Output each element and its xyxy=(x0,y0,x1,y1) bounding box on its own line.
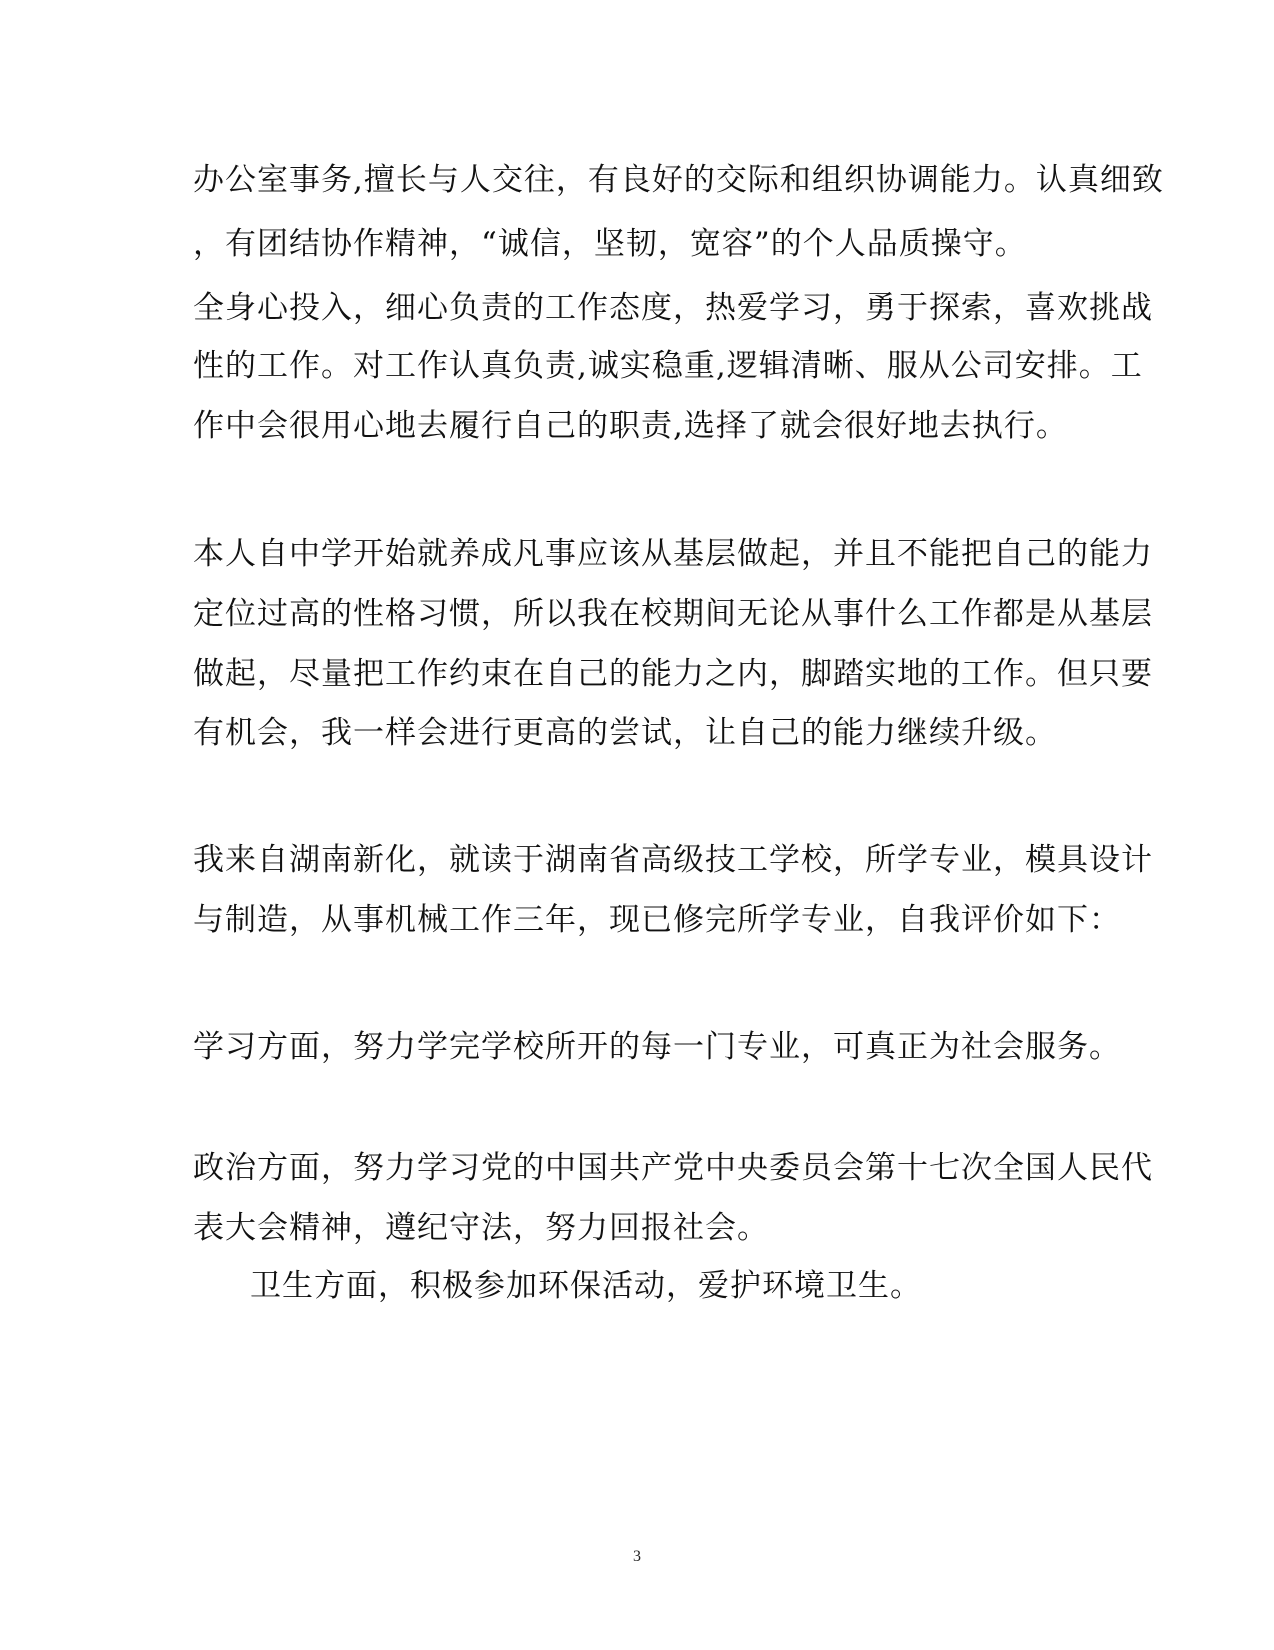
text-line-1: 办公室事务,擅长与人交往，有良好的交际和组织协调能力。认真细致 xyxy=(193,162,1164,198)
page-number: 3 xyxy=(633,1548,641,1565)
text-line-9: 有机会，我一样会进行更高的尝试，让自己的能力继续升级。 xyxy=(193,715,1057,751)
text-line-2: ，有团结协作精神，“诚信，坚韧，宽容”的个人品质操守。 xyxy=(193,226,1027,262)
text-line-5: 作中会很用心地去履行自己的职责,选择了就会很好地去执行。 xyxy=(193,408,1068,444)
text-line-6: 本人自中学开始就养成凡事应该从基层做起，并且不能把自己的能力 xyxy=(193,536,1153,572)
text-line-13: 政治方面，努力学习党的中国共产党中央委员会第十七次全国人民代 xyxy=(193,1150,1153,1186)
text-line-14: 表大会精神，遵纪守法，努力回报社会。 xyxy=(193,1210,769,1246)
text-line-3: 全身心投入，细心负责的工作态度，热爱学习，勇于探索，喜欢挑战 xyxy=(193,290,1153,326)
text-line-15: 卫生方面，积极参加环保活动，爱护环境卫生。 xyxy=(250,1268,922,1304)
text-line-4: 性的工作。对工作认真负责,诚实稳重,逻辑清晰、服从公司安排。工 xyxy=(193,348,1143,384)
text-line-7: 定位过高的性格习惯，所以我在校期间无论从事什么工作都是从基层 xyxy=(193,596,1153,632)
text-line-8: 做起，尽量把工作约束在自己的能力之内，脚踏实地的工作。但只要 xyxy=(193,656,1153,692)
text-line-10: 我来自湖南新化，就读于湖南省高级技工学校，所学专业，模具设计 xyxy=(193,842,1153,878)
text-line-11: 与制造，从事机械工作三年，现已修完所学专业，自我评价如下： xyxy=(193,902,1121,938)
text-line-12: 学习方面，努力学完学校所开的每一门专业，可真正为社会服务。 xyxy=(193,1029,1121,1065)
